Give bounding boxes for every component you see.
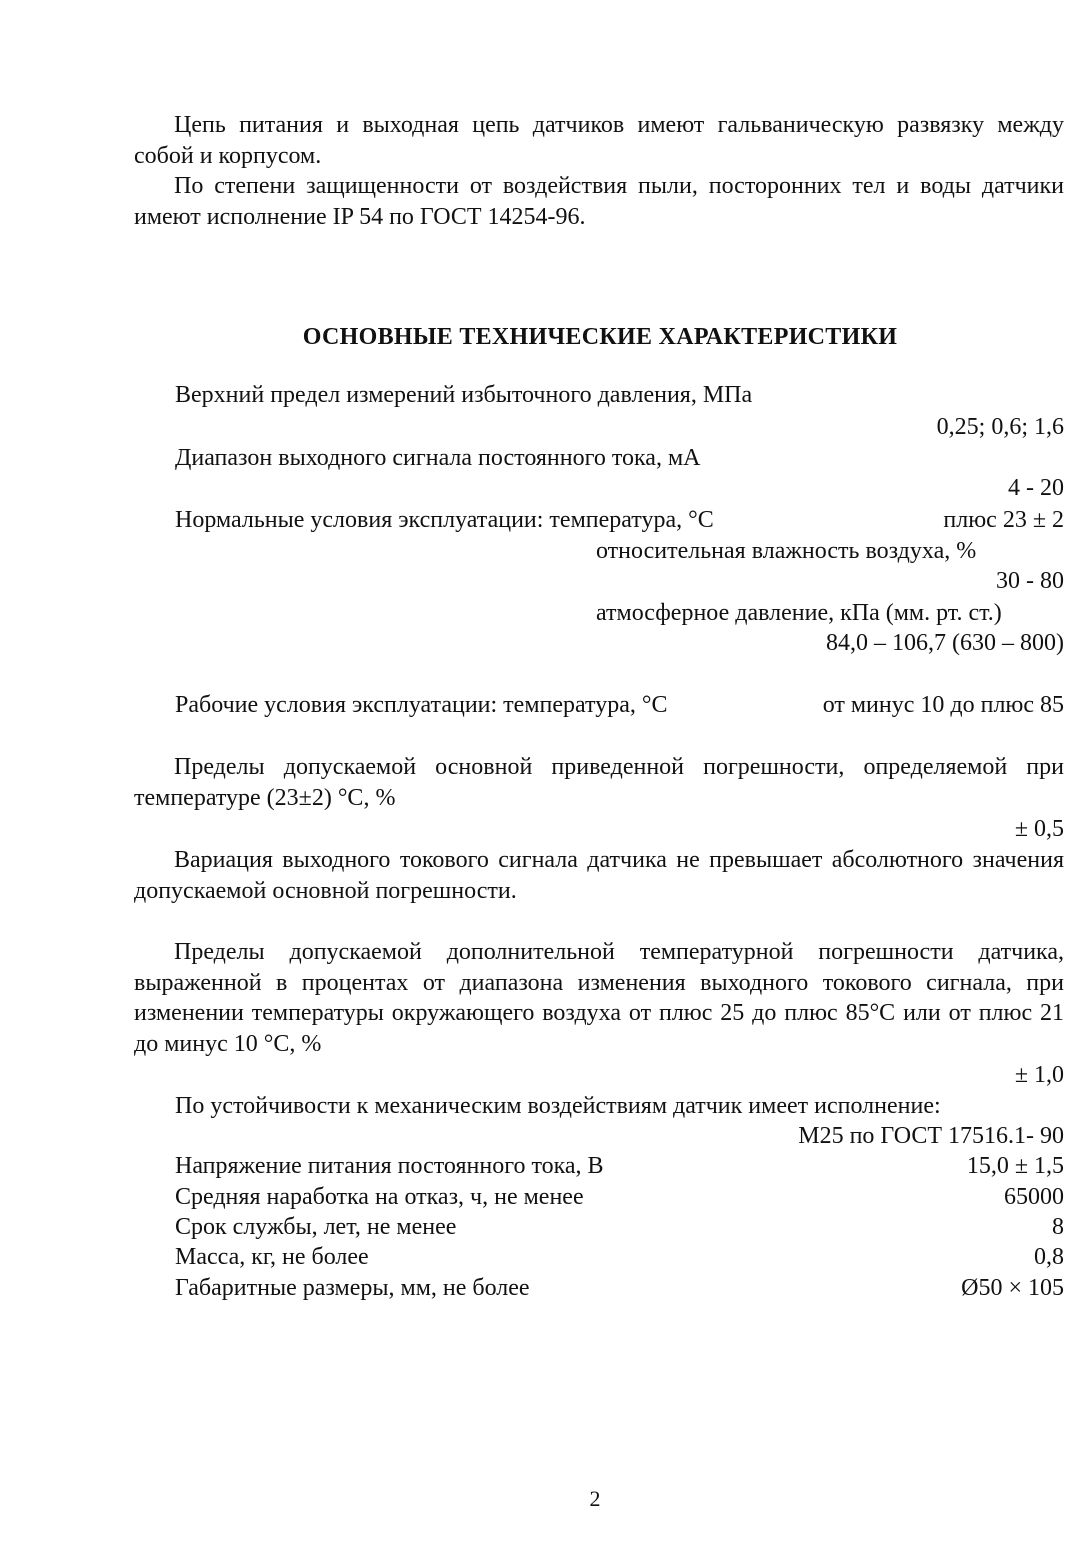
spec-row-value: Ø50 × 105 [961,1275,1064,1301]
normal-temp-value: плюс 23 ± 2 [943,507,1064,533]
spec-row-label: Масса, кг, не более [175,1244,369,1270]
output-range-label: Диапазон выходного сигнала постоянного тока, мА [175,445,701,471]
normal-conditions-label: Нормальные условия эксплуатации: температура, °С [175,507,714,533]
temp-error-value: ± 1,0 [1014,1062,1064,1088]
intro-text [134,110,1064,232]
spec-row-label: Срок службы, лет, не менее [175,1214,457,1240]
working-conditions-label: Рабочие условия эксплуатации: температура, °С [175,692,668,718]
pressure-value: 84,0 – 106,7 (630 – 800) [826,630,1064,656]
pressure-label: атмосферное давление, кПа (мм. рт. ст.) [596,600,1002,626]
paragraph-ip-protection: По степени защищенности от воздействия пыли, посторонних тел и воды датчики имеют исполнение IP 54 по ГОСТ 14254-96. [134,173,1064,230]
temp-error-text: Пределы допускаемой дополнительной температурной погрешности датчика, выраженной в процентах от диапазона изменения выходного токового сигнала, при изменении температуры окружающего воздуха от плюс 25 до плюс 85°С или от плюс 21 до минус 10 °С, % [134,939,1064,1057]
spec-row-value: 0,8 [1034,1244,1064,1270]
temp-error-block [134,937,1064,1059]
spec-row-value: 15,0 ± 1,5 [966,1153,1064,1179]
section-title: ОСНОВНЫЕ ТЕХНИЧЕСКИЕ ХАРАКТЕРИСТИКИ [302,324,898,350]
basic-error-value: ± 0,5 [1014,816,1064,842]
basic-error-text: Пределы допускаемой основной приведенной погрешности, определяемой при температуре (23±2) °С, % [134,754,1064,811]
page-number: 2 [589,1486,601,1511]
variation-block [134,845,1064,906]
spec-row-label: Габаритные размеры, мм, не более [175,1275,530,1301]
humidity-value: 30 - 80 [996,568,1064,594]
mechanical-label: По устойчивости к механическим воздействиям датчик имеет исполнение: [175,1093,941,1119]
paragraph-galvanic-isolation: Цепь питания и выходная цепь датчиков имеют гальваническую развязку между собой и корпусом. [134,112,1064,169]
mechanical-value: М25 по ГОСТ 17516.1- 90 [798,1123,1064,1149]
basic-error-block [134,752,1064,813]
upper-limit-label: Верхний предел измерений избыточного давления, МПа [175,382,753,408]
spec-row-label: Средняя наработка на отказ, ч, не менее [175,1184,584,1210]
upper-limit-value: 0,25; 0,6; 1,6 [936,414,1064,440]
humidity-label: относительная влажность воздуха, % [596,538,977,564]
spec-row-value: 65000 [1004,1184,1064,1210]
variation-text: Вариация выходного токового сигнала датчика не превышает абсолютного значения допускаемой основной погрешности. [134,847,1064,904]
working-conditions-value: от минус 10 до плюс 85 [822,692,1064,718]
spec-row-value: 8 [1052,1214,1064,1240]
spec-row-label: Напряжение питания постоянного тока, В [175,1153,604,1179]
output-range-value: 4 - 20 [1008,475,1064,501]
